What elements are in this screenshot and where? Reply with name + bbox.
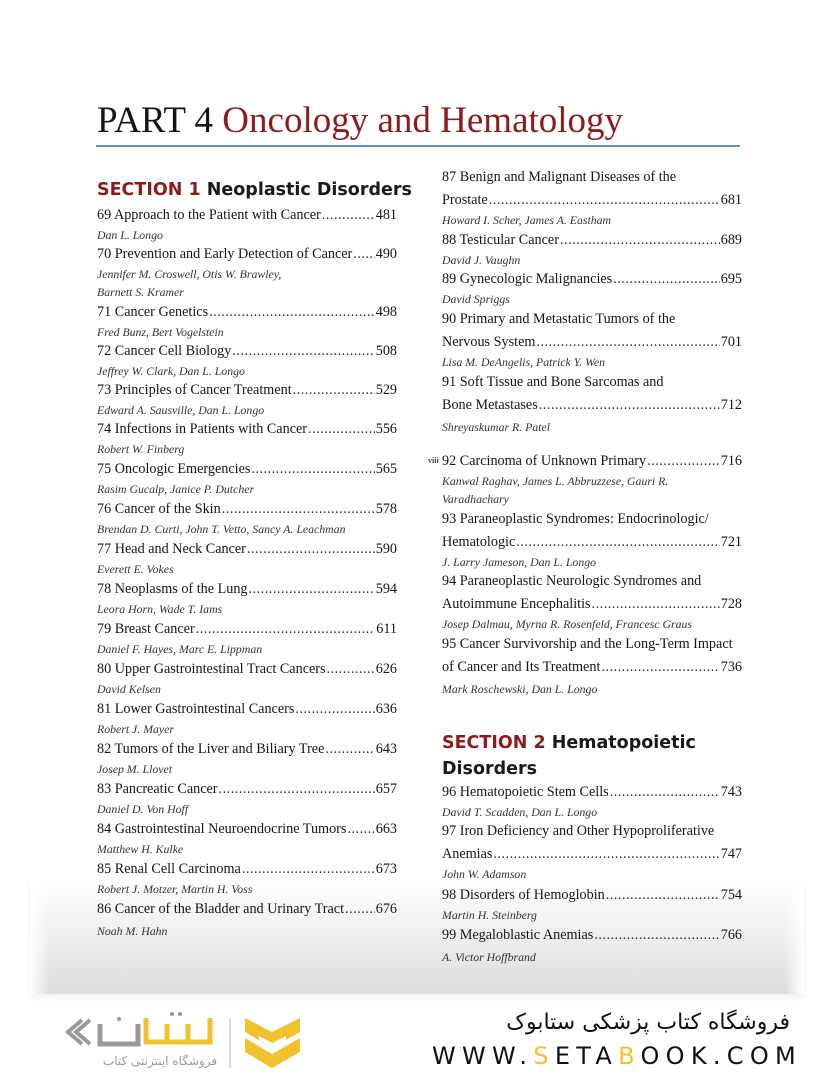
chapter-title: of Cancer and Its Treatment [442, 659, 601, 675]
chapter-title: 89 Gynecologic Malignancies [442, 271, 613, 287]
page-number: 565 [375, 461, 397, 477]
toc-entry-69[interactable] [97, 204, 397, 244]
section-2-heading [442, 730, 696, 782]
toc-entry-85[interactable] [97, 858, 397, 898]
dot-leader [232, 340, 374, 362]
chapter-title: 92 Carcinoma of Unknown Primary [442, 453, 647, 469]
chapter-title: Nervous System [442, 334, 536, 350]
page-number: 590 [375, 541, 397, 557]
chapter-title: 77 Head and Neck Cancer [97, 541, 246, 557]
chapter-title: 99 Megaloblastic Anemias [442, 927, 594, 943]
chapter-authors: Robert W. Finberg [97, 442, 185, 456]
chapter-authors: A. Victor Hoffbrand [442, 950, 536, 964]
chapter-title: Bone Metastases [442, 397, 538, 413]
chapter-authors: Dan L. Longo [97, 228, 163, 242]
page-number: 716 [720, 453, 742, 469]
toc-entry-84[interactable] [97, 818, 397, 858]
chapter-authors: Matthew H. Kulke [97, 842, 184, 856]
toc-entry-93[interactable] [442, 508, 742, 571]
chapter-title: 81 Lower Gastrointestinal Cancers [97, 701, 295, 717]
toc-entry-92[interactable] [428, 450, 742, 508]
chapter-title: 72 Cancer Cell Biology [97, 343, 232, 359]
page-number: 766 [720, 927, 742, 943]
page-number: 556 [375, 421, 397, 437]
toc-entry-70[interactable] [97, 243, 397, 301]
chapter-title: 73 Principles of Cancer Treatment [97, 382, 292, 398]
toc-entry-87[interactable] [442, 166, 742, 229]
page-number: 663 [375, 821, 397, 837]
dot-leader [345, 898, 375, 920]
dot-leader [308, 418, 375, 440]
page-number: 721 [720, 534, 742, 550]
toc-entry-88[interactable] [442, 229, 742, 269]
chapter-title-line1: 95 Cancer Survivorship and the Long-Term Impact [442, 636, 733, 652]
dot-leader [353, 243, 374, 265]
toc-entry-89[interactable] [442, 268, 742, 308]
setabook-logo[interactable] [60, 1010, 310, 1075]
toc-entry-78[interactable] [97, 578, 397, 618]
chapter-title: 85 Renal Cell Carcinoma [97, 861, 241, 877]
section-name-line2: Disorders [442, 759, 538, 779]
dot-leader [592, 593, 720, 615]
chapter-authors: Everett E. Vokes [97, 562, 174, 576]
dot-leader [594, 924, 719, 946]
page-number: 498 [375, 304, 397, 320]
dot-leader [493, 843, 719, 865]
chapter-title: 79 Breast Cancer [97, 621, 195, 637]
store-url-link[interactable] [432, 1040, 803, 1072]
chapter-title-line1: 94 Paraneoplastic Neurologic Syndromes and [442, 573, 702, 589]
chapter-title: 98 Disorders of Hemoglobin [442, 887, 605, 903]
chapter-title: 96 Hematopoietic Stem Cells [442, 784, 609, 800]
dot-leader [196, 618, 376, 640]
dot-leader [219, 778, 375, 800]
page-number: 481 [375, 207, 397, 223]
page-number: 490 [375, 246, 397, 262]
chapter-authors: Martin H. Steinberg [442, 908, 537, 922]
url-accent: B [618, 1042, 641, 1070]
page-number: 747 [720, 846, 742, 862]
dot-leader [249, 578, 375, 600]
url-part: ETA [554, 1042, 619, 1070]
title-divider [96, 145, 740, 147]
dot-leader [606, 884, 720, 906]
page-number: 673 [375, 861, 397, 877]
dot-leader [601, 656, 719, 678]
section-label: SECTION 1 [97, 180, 201, 200]
chapter-title-line1: 97 Iron Deficiency and Other Hypoproliferative [442, 823, 715, 839]
chapter-authors: Robert J. Mayer [97, 722, 174, 736]
toc-entry-96[interactable] [442, 781, 742, 821]
page-number: 626 [375, 661, 397, 677]
toc-entry-75[interactable] [97, 458, 397, 498]
chapter-title: 76 Cancer of the Skin [97, 501, 221, 517]
toc-entry-82[interactable] [97, 738, 397, 778]
page-number: 712 [720, 397, 742, 413]
dot-leader [647, 450, 720, 472]
chapter-authors: Josep M. Llovet [97, 762, 173, 776]
logo-tagline: فروشگاه اینترنتی کتاب [102, 1054, 218, 1068]
page-number: 611 [376, 621, 397, 637]
page-title [97, 98, 623, 144]
dot-leader [613, 268, 720, 290]
chapter-title: 71 Cancer Genetics [97, 304, 209, 320]
section-name: Hematopoietic [551, 733, 696, 753]
chapter-title: 84 Gastrointestinal Neuroendocrine Tumors [97, 821, 347, 837]
chapter-authors: Robert J. Motzer, Martin H. Voss [97, 882, 253, 896]
dot-leader [489, 189, 720, 211]
chapter-authors: David T. Scadden, Dan L. Longo [442, 805, 598, 819]
chapter-authors: Rasim Gucalp, Janice P. Dutcher [97, 482, 255, 496]
chapter-title: 86 Cancer of the Bladder and Urinary Tract [97, 901, 345, 917]
toc-entry-99[interactable] [442, 924, 742, 966]
dot-leader [325, 738, 374, 760]
part-label: PART 4 [97, 100, 214, 141]
url-accent: S [533, 1042, 555, 1070]
chapter-authors: Lisa M. DeAngelis, Patrick Y. Wen [442, 355, 605, 369]
toc-entry-80[interactable] [97, 658, 397, 698]
toc-entry-97[interactable] [442, 820, 742, 883]
chapter-title: 74 Infections in Patients with Cancer [97, 421, 308, 437]
page-number: 676 [375, 901, 397, 917]
chapter-title: 80 Upper Gastrointestinal Tract Cancers [97, 661, 326, 677]
page-number: 578 [375, 501, 397, 517]
chapter-title: 75 Oncologic Emergencies [97, 461, 251, 477]
dot-leader [327, 658, 375, 680]
chapter-authors: Shreyaskumar R. Patel [442, 420, 551, 434]
chapter-title: 69 Approach to the Patient with Cancer [97, 207, 321, 223]
chapter-authors: Daniel F. Hayes, Marc E. Lippman [97, 642, 263, 656]
page-number: 754 [720, 887, 742, 903]
part-name: Oncology and Hematology [222, 100, 624, 141]
url-part: WWW. [432, 1042, 534, 1070]
toc-entry-77[interactable] [97, 538, 397, 578]
chapter-title: 70 Prevention and Early Detection of Cancer [97, 246, 353, 262]
chapter-title: 83 Pancreatic Cancer [97, 781, 218, 797]
chapter-authors: Varadhachary [442, 492, 509, 506]
chapter-title-line1: 93 Paraneoplastic Syndromes: Endocrinologic/ [442, 511, 709, 527]
toc-entry-81[interactable] [97, 698, 397, 738]
chapter-authors: Kanwal Raghav, James L. Abbruzzese, Gauri R. [442, 474, 669, 488]
chapter-authors: Noah M. Hahn [97, 924, 168, 938]
dot-leader [247, 538, 375, 560]
chapter-authors: Fred Bunz, Bert Vogelstein [97, 325, 224, 339]
chapter-authors: David Kelsen [97, 682, 161, 696]
page-number: 689 [720, 232, 742, 248]
chapter-title-line1: 90 Primary and Metastatic Tumors of the [442, 311, 676, 327]
toc-entry-95[interactable] [442, 633, 742, 698]
chapter-title: Hematologic [442, 534, 516, 550]
store-name: فروشگاه کتاب پزشکی ستابوک [506, 1010, 790, 1035]
chapter-title: 88 Testicular Cancer [442, 232, 559, 248]
section-name: Neoplastic Disorders [206, 180, 412, 200]
chapter-authors: Daniel D. Von Hoff [97, 802, 189, 816]
dot-leader [516, 531, 719, 553]
chapter-authors: David J. Vaughn [442, 253, 521, 267]
dot-leader [251, 458, 374, 480]
page-number: 508 [375, 343, 397, 359]
chapter-title-line1: 91 Soft Tissue and Bone Sarcomas and [442, 374, 664, 390]
chapter-authors: Edward A. Sausville, Dan L. Longo [97, 403, 265, 417]
chapter-authors: Leora Horn, Wade T. Iams [97, 602, 223, 616]
toc-entry-94[interactable] [442, 570, 742, 633]
dot-leader [347, 818, 374, 840]
toc-entry-76[interactable] [97, 498, 397, 538]
page-margin-number: viii [428, 456, 439, 465]
dot-leader [322, 204, 375, 226]
page-number: 695 [720, 271, 742, 287]
page-number: 636 [375, 701, 397, 717]
chapter-authors: Mark Roschewski, Dan L. Longo [442, 682, 598, 696]
toc-entry-79[interactable] [97, 618, 397, 658]
chapter-title: Autoimmune Encephalitis [442, 596, 591, 612]
toc-entry-90[interactable] [442, 308, 742, 371]
chapter-authors: Jennifer M. Croswell, Otis W. Brawley, [97, 267, 282, 281]
dot-leader [222, 498, 375, 520]
toc-entry-73[interactable] [97, 379, 397, 419]
chapter-authors: Howard I. Scher, James A. Eastham [442, 213, 612, 227]
chapter-authors: Jeffrey W. Clark, Dan L. Longo [97, 364, 245, 378]
chapter-authors: John W. Adamson [442, 867, 527, 881]
toc-entry-83[interactable] [97, 778, 397, 818]
page-number: 681 [720, 192, 742, 208]
chapter-title-line1: 87 Benign and Malignant Diseases of the [442, 169, 677, 185]
toc-entry-91[interactable] [442, 371, 742, 436]
dot-leader [536, 331, 719, 353]
chapter-title: 82 Tumors of the Liver and Biliary Tree [97, 741, 325, 757]
chapter-title: Prostate [442, 192, 488, 208]
dot-leader [295, 698, 374, 720]
dot-leader [610, 781, 720, 803]
toc-entry-74[interactable] [97, 418, 397, 458]
toc-entry-98[interactable] [442, 884, 742, 924]
page-number: 657 [375, 781, 397, 797]
toc-entry-72[interactable] [97, 340, 397, 380]
dot-leader [209, 301, 375, 323]
chapter-authors: Barnett S. Kramer [97, 285, 184, 299]
section-label: SECTION 2 [442, 733, 546, 753]
dot-leader [242, 858, 375, 880]
chapter-authors: J. Larry Jameson, Dan L. Longo [442, 555, 597, 569]
page-number: 728 [720, 596, 742, 612]
chapter-authors: Josep Dalmau, Myrna R. Rosenfeld, Francesc Graus [442, 617, 692, 631]
toc-entry-71[interactable] [97, 301, 397, 341]
page-number: 743 [720, 784, 742, 800]
url-part: OOK.COM [640, 1042, 803, 1070]
dot-leader [560, 229, 720, 251]
toc-entry-86[interactable] [97, 898, 397, 940]
dot-leader [293, 379, 375, 401]
chapter-authors: Brendan D. Curti, John T. Vetto, Sancy A. Leachman [97, 522, 346, 536]
chapter-title: 78 Neoplasms of the Lung [97, 581, 248, 597]
page-number: 701 [720, 334, 742, 350]
page-number: 736 [720, 659, 742, 675]
dot-leader [539, 394, 720, 416]
page-number: 529 [375, 382, 397, 398]
page-number: 594 [375, 581, 397, 597]
chapter-title: Anemias [442, 846, 493, 862]
section-1-heading [97, 177, 412, 203]
page-number: 643 [375, 741, 397, 757]
chapter-authors: David Spriggs [442, 292, 510, 306]
